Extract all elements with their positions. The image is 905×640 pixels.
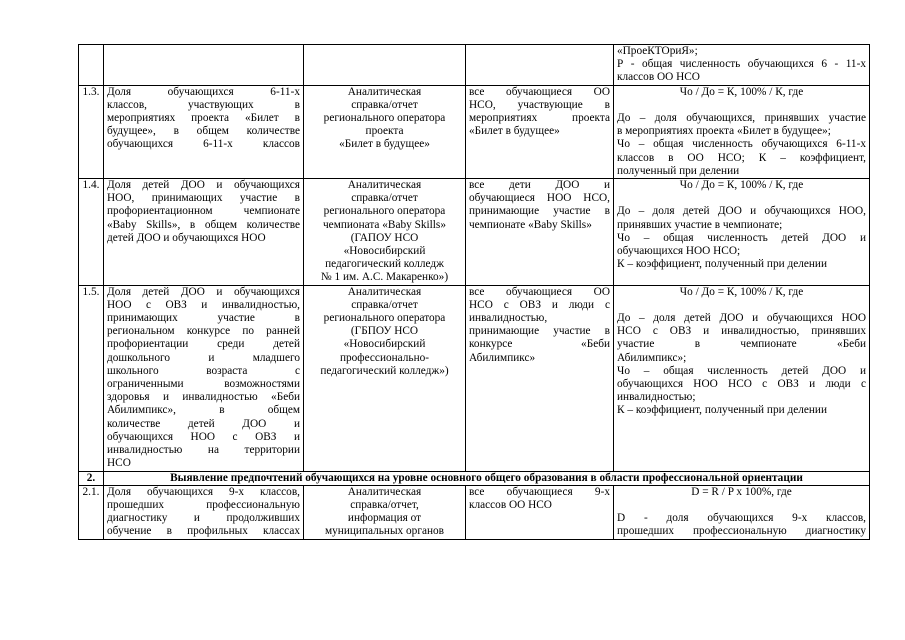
indicator-cell-line: инвалидностью на территории [107,444,300,457]
source-cell-line: № 1 им. А.С. Макаренко») [320,271,449,284]
base-cell-line: все дети ДОО и [469,179,610,192]
base-cell-line: инвалидностью, [469,312,548,325]
base-cell-line: обучающиеся НОО НСО, [469,192,610,205]
formula-cell [614,179,870,286]
indicator-cell-line: количестве детей ДОО и [107,417,300,430]
base-cell-line: НСО с ОВЗ и люди с [469,298,610,311]
source-cell-line: справка/отчет [351,298,418,311]
base-cell [466,285,614,471]
indicator-cell [104,179,304,286]
formula-cell-line: Чо / До = К, 100% / К, где [679,85,804,98]
source-cell-line: Аналитическая [347,179,422,192]
source-cell [304,285,466,471]
table-row [79,485,870,539]
indicator-cell-line: принимающих участие в [107,312,300,325]
section-title: Выявление предпочтений обучающихся на уровне основного общего образования в области профессиональной ориентации [104,471,870,485]
formula-cell-line: принявших участие в чемпионате; [617,218,783,231]
indicator-cell-line: НСО [107,457,131,470]
indicator-cell-line: обучающихся НОО с ОВЗ и [107,430,300,443]
indicator-cell-line: профориентации среди детей [107,338,300,351]
indicator-cell-line: НОО с ОВЗ и инвалидностью, [107,298,300,311]
formula-cell-line [617,299,866,312]
formula-cell-line: К – коэффициент, полученный при делении [617,404,828,417]
source-cell-line: Аналитическая [347,285,422,298]
indicator-cell-line: дошкольного и младшего [107,351,300,364]
indicator-cell-line: обучающихся 6-11-х классов [107,138,300,151]
source-cell-line: профессионально- [339,351,430,364]
formula-cell-line [617,99,866,112]
formula-cell-line: обучающихся НОО НСО с ОВЗ и люди с [617,378,866,391]
formula-cell [614,285,870,471]
indicator-cell-line: классов, участвующих в [107,98,300,111]
base-cell-line: чемпионате «Baby Skills» [469,218,592,231]
formula-cell-line: Чо / До = К, 100% / К, где [679,285,804,298]
indicator-cell-line: профориентационном чемпионате [107,205,300,218]
indicator-cell [104,485,304,539]
base-cell-line: все обучающиеся ОО [469,85,610,98]
formula-cell [614,45,870,86]
indicator-cell-line: школьного возраста с [107,364,300,377]
formula-cell-line: прошедших профессиональную диагностику [617,525,866,538]
source-cell-line: муниципальных органов [324,525,444,538]
indicator-cell-line: детей ДОО и обучающихся НОО [107,231,266,244]
source-cell-line: чемпионата «Baby Skills» [323,218,446,231]
base-cell-line: классов ОО НСО [469,498,552,511]
base-cell-line: принимающие участие в [469,205,610,218]
base-cell [466,45,614,86]
indicator-cell [104,285,304,471]
source-cell-line: «Новосибирский [343,338,426,351]
formula-cell [614,485,870,539]
source-cell-line: справка/отчет [351,98,418,111]
row-number [79,45,104,86]
table-row [79,85,870,178]
formula-cell-line: Чо – общая численность обучающихся 6-11-х [617,138,866,151]
source-cell-line: (ГБПОУ НСО [350,325,419,338]
source-cell-line: педагогический колледж [325,258,444,271]
indicator-cell-line: Доля детей ДОО и обучающихся [107,285,300,298]
formula-cell-line: До – доля детей ДОО и обучающихся НОО, [617,205,866,218]
source-cell-line: регионального оператора [323,112,446,125]
base-cell-line: все обучающиеся 9-х [469,485,610,498]
base-cell-line: все обучающиеся ОО [469,285,610,298]
source-cell-line: «Новосибирский [343,245,426,258]
formula-cell [614,85,870,178]
row-number: 2.1. [79,485,104,539]
formula-cell-line: Абилимпикс»; [617,351,687,364]
indicator-cell-line: ограниченными возможностями [107,378,300,391]
formula-cell-line: полученный при делении [617,164,740,177]
formula-cell-line: До – доля обучающихся, принявших участие [617,112,866,125]
base-cell-line: «Билет в будущее» [469,125,560,138]
indicators-table [78,44,870,540]
indicator-cell-line: Доля детей ДОО и обучающихся [107,179,300,192]
source-cell [304,85,466,178]
formula-cell-line: в мероприятиях проекта «Билет в будущее»; [617,125,831,138]
formula-cell-line: Чо / До = К, 100% / К, где [679,179,804,192]
indicator-cell-line: мероприятиях проекта «Билет в [107,112,300,125]
formula-cell-line: Р - общая численность обучающихся 6 - 11-х [617,58,866,71]
formula-cell-line: Чо – общая численность детей ДОО и [617,231,866,244]
indicator-cell-line: Доля обучающихся 9-х классов, [107,485,300,498]
formula-cell-line: участие в чемпионате «Беби [617,338,866,351]
base-cell-line: НСО, участвующие в [469,98,610,111]
section-number: 2. [79,471,104,485]
formula-cell-line: Чо – общая численность детей ДОО и [617,364,866,377]
table-row [79,179,870,286]
source-cell [304,485,466,539]
formula-cell-line: НСО с ОВЗ и инвалидностью, принявших [617,325,866,338]
row-number: 1.4. [79,179,104,286]
indicator-cell-line: здоровья и инвалидностью «Беби [107,391,300,404]
base-cell [466,179,614,286]
base-cell-line: Абилимпикс» [469,351,536,364]
source-cell-line: Аналитическая [347,485,422,498]
formula-cell-line: классов ОО НСО [617,71,700,84]
source-cell-line: Аналитическая [347,85,422,98]
indicator-cell-line: Абилимпикс», в общем [107,404,300,417]
row-number: 1.5. [79,285,104,471]
source-cell-line: регионального оператора [323,205,446,218]
source-cell [304,45,466,86]
formula-cell-line: До – доля детей ДОО и обучающихся НОО [617,312,866,325]
formula-cell-line: инвалидностью; [617,391,696,404]
source-cell-line: «Билет в будущее» [339,138,430,151]
formula-cell-line: D = R / P х 100%, где [691,485,792,498]
table-row [79,45,870,86]
section-row [79,471,870,485]
source-cell-line: регионального оператора [323,312,446,325]
source-cell-line: (ГАПОУ НСО [350,231,419,244]
formula-cell-line: «ПроеКТОриЯ»; [617,45,698,57]
base-cell [466,485,614,539]
formula-cell-line: D - доля обучающихся 9-х классов, [617,512,866,525]
base-cell-line: принимающие участие в [469,325,610,338]
source-cell-line: информация от [347,512,422,525]
row-number: 1.3. [79,85,104,178]
formula-cell-line: классов в ОО НСО; К – коэффициент, [617,151,866,164]
indicator-cell-line: прошедших профессиональную [107,498,300,511]
indicator-cell-line: будущее», в общем количестве [107,125,300,138]
source-cell [304,179,466,286]
formula-cell-line: обучающихся НОО НСО; [617,245,741,258]
source-cell-line: справка/отчет [351,192,418,205]
indicator-cell-line: диагностику и продолживших [107,512,300,525]
source-cell-line: проекта [365,125,404,138]
source-cell-line: педагогический колледж») [320,364,449,377]
indicator-cell-line: Доля обучающихся 6-11-х [107,85,300,98]
base-cell-line: конкурсе «Беби [469,338,610,351]
formula-cell-line [617,192,866,205]
formula-cell-line [617,499,866,512]
base-cell-line: мероприятиях проекта [469,112,610,125]
base-cell [466,85,614,178]
indicator-cell [104,45,304,86]
formula-cell-line: К – коэффициент, полученный при делении [617,258,828,271]
indicator-cell-line: обучение в профильных классах [107,525,300,538]
indicator-cell [104,85,304,178]
indicator-cell-line: НОО, принимающих участие в [107,192,300,205]
table-row [79,285,870,471]
source-cell-line: справка/отчет, [350,498,419,511]
indicator-cell-line: «Baby Skills», в общем количестве [107,218,300,231]
indicator-cell-line: региональном конкурсе по ранней [107,325,300,338]
